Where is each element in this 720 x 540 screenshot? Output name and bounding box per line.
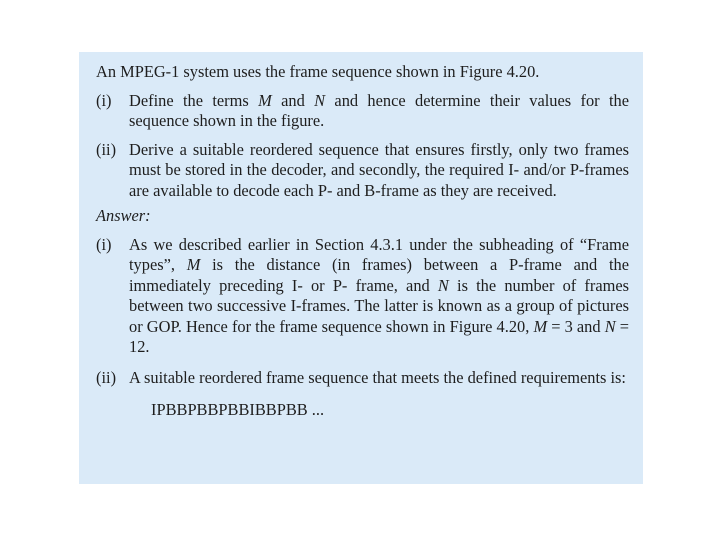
answer-ii (96, 368, 629, 389)
frame-sequence: IPBBPBBPBBIBBPBB ... (151, 400, 325, 419)
question-ii-number: (ii) (96, 139, 117, 159)
answer-i (96, 235, 629, 358)
content-panel (79, 52, 643, 484)
answer-i-number: (i) (96, 234, 112, 254)
answer-label: Answer: (96, 206, 151, 225)
question-i-number: (i) (96, 90, 112, 110)
answer-ii-text: A suitable reordered frame sequence that meets the defined requirements is: (129, 367, 626, 387)
question-ii-text: Derive a suitable reordered sequence that ensures firstly, only two frames must be stored in the decoder, and secondly, the required I- and/or P-frames are available to decode each P- and B-frame as they are received. (129, 139, 629, 200)
answer-ii-number: (ii) (96, 367, 117, 387)
question-ii (96, 140, 629, 202)
question-i-text: Define the terms M and N and hence determine their values for the sequence shown in the figure. (129, 90, 629, 130)
question-i (96, 91, 629, 132)
intro-text: An MPEG-1 system uses the frame sequence shown in Figure 4.20. (96, 62, 540, 81)
answer-i-text: As we described earlier in Section 4.3.1 under the subheading of “Frame types”, M is the distance (in frames) between a P-frame and the immediately preceding I- or P- frame, and N is the number of frames between two successive I-frames. The latter is known as a group of pictures or GOP. Hence for the frame sequence shown in Figure 4.20, M = 3 and N = 12. (129, 234, 630, 356)
